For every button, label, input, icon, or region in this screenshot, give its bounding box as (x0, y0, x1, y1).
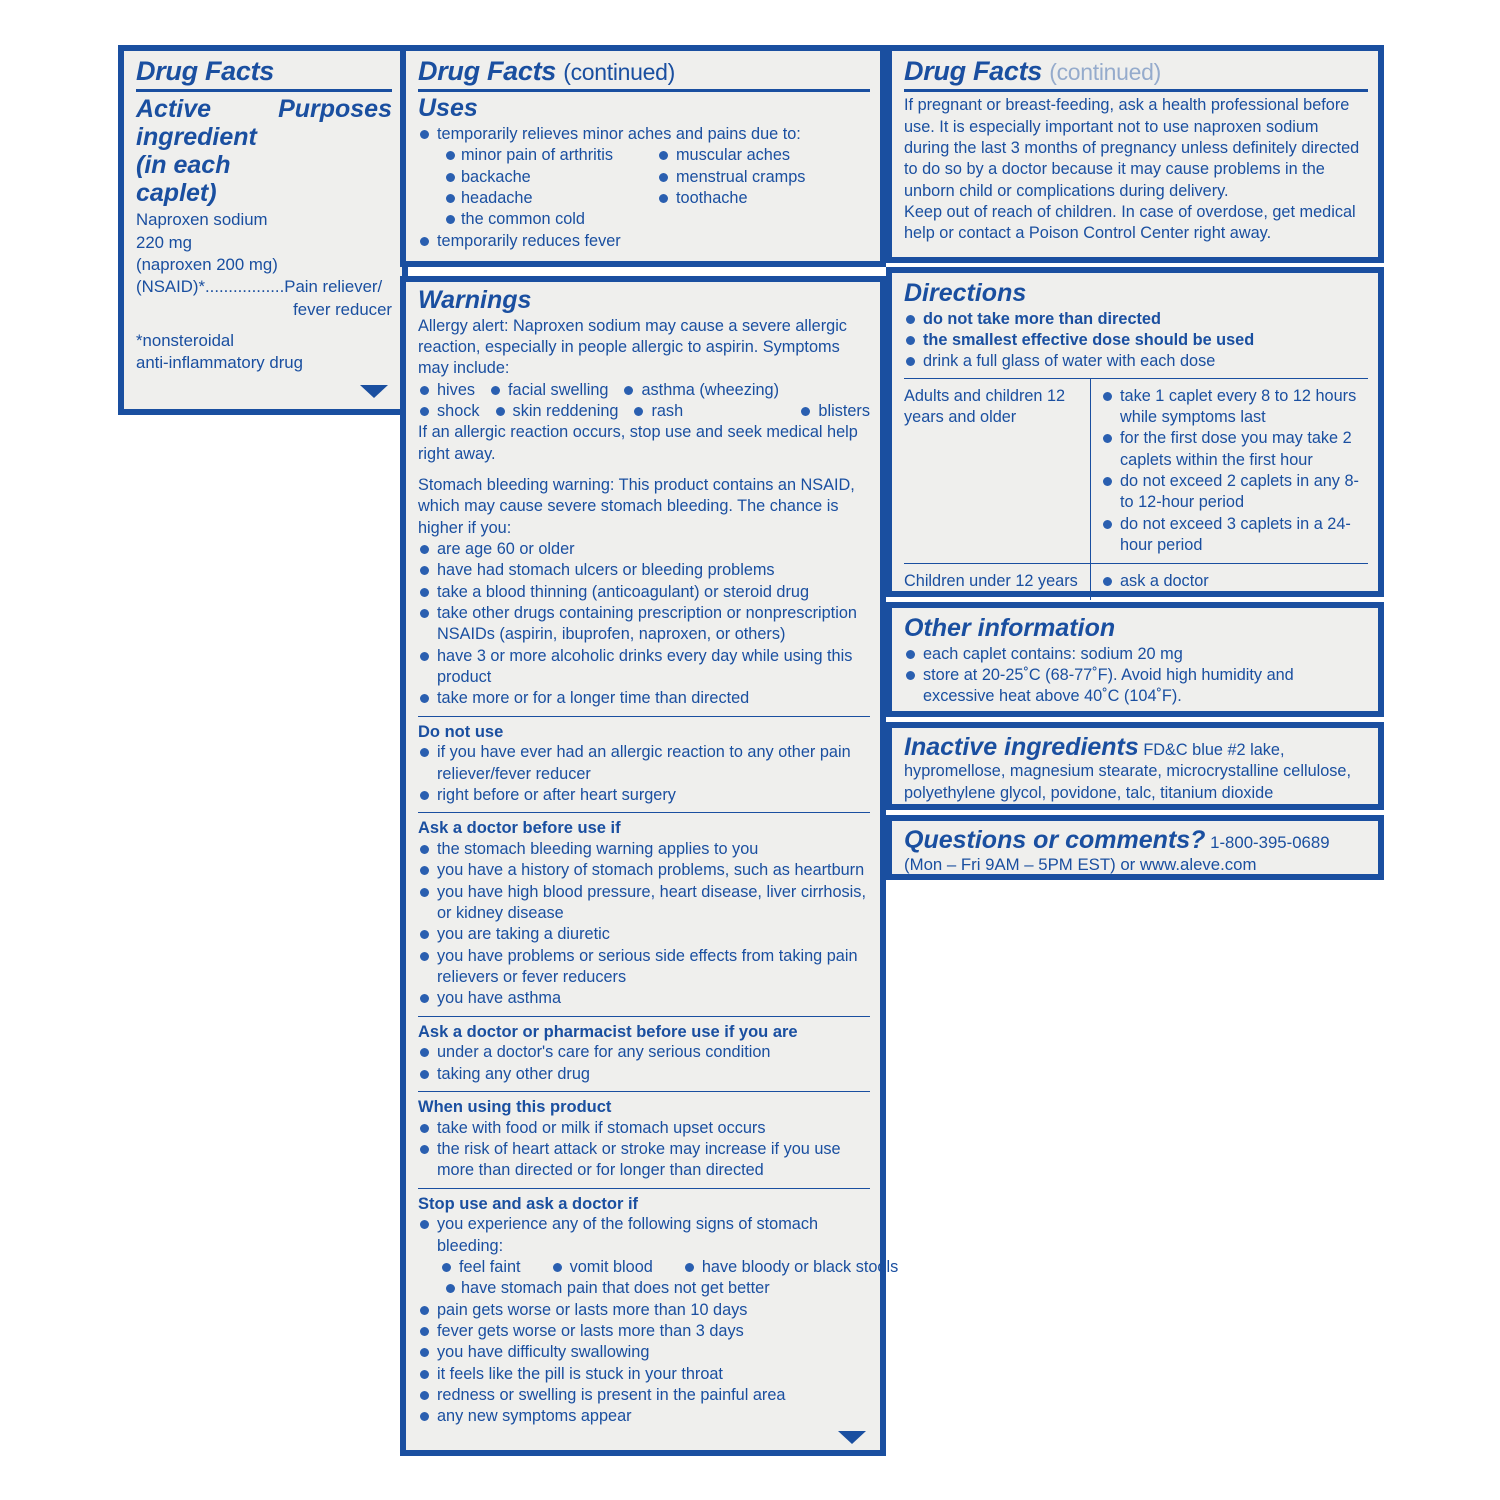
panel-other-information (886, 602, 1384, 717)
uses-sub-left (418, 145, 657, 230)
list-item: any new symptoms appear (418, 1406, 870, 1427)
ask-pharmacist-list (418, 1042, 870, 1085)
list-item: feel faint (440, 1257, 521, 1278)
list-item: backache (442, 167, 657, 188)
panel2-title (418, 57, 870, 85)
uses-heading: Uses (418, 94, 478, 123)
uses-sub-columns (418, 145, 870, 230)
purposes-label: Purposes (278, 95, 392, 124)
footnote-line-2: anti-inflammatory drug (136, 353, 303, 373)
list-item: it feels like the pill is stuck in your throat (418, 1364, 870, 1385)
list-item (904, 644, 1368, 665)
panel4-title-main: Drug Facts (904, 56, 1043, 86)
inactive-ingredients-heading: Inactive ingredients (904, 733, 1139, 761)
list-item: for the first dose you may take 2 caplets within the first hour (1101, 428, 1368, 471)
panel-drug-facts-continued (886, 45, 1384, 263)
list-item: temporarily reduces fever (418, 231, 870, 252)
list-item: blisters (799, 401, 870, 422)
list-item: do not take more than directed (904, 309, 1368, 330)
list-item: you are taking a diuretic (418, 924, 870, 945)
list-item: fever gets worse or lasts more than 3 days (418, 1321, 870, 1342)
questions-heading: Questions or comments? (904, 826, 1206, 854)
list-item: under a doctor's care for any serious condition (418, 1042, 870, 1063)
ask-doctor-list (418, 839, 870, 1010)
stop-use-sub-extra (418, 1278, 870, 1299)
list-item: right before or after heart surgery (418, 785, 870, 806)
list-item: toothache (657, 188, 805, 209)
list-item: the smallest effective dose should be used (904, 330, 1368, 351)
ingredient-line-2: 220 mg (136, 232, 192, 252)
allergy-closing: If an allergic reaction occurs, stop use and seek medical help right away. (418, 423, 858, 463)
panel-drug-facts-active-ingredient (118, 45, 408, 415)
chevron-down-icon (360, 385, 388, 398)
list-item: you have asthma (418, 988, 870, 1009)
list-item: are age 60 or older (418, 539, 870, 560)
panel-drug-facts-uses (400, 45, 886, 267)
list-item: have had stomach ulcers or bleeding problems (418, 560, 870, 581)
list-item: if you have ever had an allergic reaction to any other pain reliever/fever reducer (418, 742, 870, 785)
ingredient-line-1: Naproxen sodium (136, 210, 268, 230)
directions-heading: Directions (904, 279, 1027, 307)
warnings-divider-3 (418, 1016, 870, 1017)
when-using-list (418, 1118, 870, 1182)
pregnancy-paragraph (904, 95, 1368, 202)
list-item: hives (418, 380, 475, 401)
ingredient-line-5: fever reducer (293, 299, 392, 319)
pregnancy-label: If pregnant or breast-feeding, (904, 96, 1114, 115)
dose-group-label: Children under 12 years (904, 564, 1091, 599)
dosing-table (904, 378, 1368, 600)
allergy-symptoms-row-2 (418, 401, 870, 422)
list-item: take with food or milk if stomach upset occurs (418, 1118, 870, 1139)
other-information-heading: Other information (904, 614, 1116, 642)
panel-inactive-ingredients (886, 722, 1384, 810)
list-item: take other drugs containing prescription or nonprescription NSAIDs (aspirin, ibuprofen, naproxen, or others) (418, 603, 870, 646)
list-item: taking any other drug (418, 1064, 870, 1085)
footnote-line-1: *nonsteroidal (136, 330, 234, 350)
active-ingredient-header (136, 95, 392, 207)
uses-trailing-list (418, 231, 870, 252)
questions-line (904, 827, 1368, 854)
active-ingredient-body (136, 209, 392, 321)
table-row (904, 379, 1368, 564)
children-text: In case of overdose, get medical help or contact a Poison Control Center right away. (904, 203, 1356, 243)
table-row (904, 563, 1368, 599)
list-item: you have high blood pressure, heart disease, liver cirrhosis, or kidney disease (418, 882, 870, 925)
list-item: have 3 or more alcoholic drinks every day while using this product (418, 646, 870, 689)
warnings-divider-2 (418, 812, 870, 813)
active-ingredient-sublabel: (in each caplet) (136, 151, 231, 208)
uses-sub-right (657, 145, 805, 230)
inactive-ingredients-paragraph (904, 734, 1368, 804)
warnings-divider-1 (418, 716, 870, 717)
warnings-divider-4 (418, 1091, 870, 1092)
stop-use-list (418, 1300, 870, 1428)
panel2-divider (418, 89, 870, 92)
uses-lead: temporarily relieves minor aches and pains due to: (418, 124, 870, 145)
ask-doctor-heading: Ask a doctor before use if (418, 819, 621, 838)
ingredient-line-3: (naproxen 200 mg) (136, 255, 278, 274)
list-item: rash (632, 401, 683, 422)
list-item: the risk of heart attack or stroke may increase if you use more than directed or for longer than directed (418, 1139, 870, 1182)
panel4-title-continued: (continued) (1049, 59, 1162, 85)
panel4-title (904, 57, 1368, 85)
directions-bullets (904, 309, 1368, 373)
list-item: take 1 caplet every 8 to 12 hours while symptoms last (1101, 386, 1368, 429)
list-item: have stomach pain that does not get better (442, 1278, 870, 1299)
list-item: muscular aches (657, 145, 805, 166)
allergy-alert-paragraph (418, 316, 870, 380)
active-ingredient-label: Active ingredient (136, 95, 257, 152)
list-item: do not exceed 2 caplets in any 8- to 12-hour period (1101, 471, 1368, 514)
list-item: take a blood thinning (anticoagulant) or steroid drug (418, 582, 870, 603)
allergy-alert-label: Allergy alert: (418, 316, 509, 335)
list-item: shock (418, 401, 480, 422)
list-item: ask a doctor (1101, 571, 1368, 592)
list-item: redness or swelling is present in the painful area (418, 1385, 870, 1406)
panel-warnings (400, 276, 899, 1456)
sodium-value: sodium 20 mg (1075, 644, 1183, 663)
do-not-use-list (418, 742, 870, 806)
pregnancy-text: ask a health professional before use. It is especially important not to use naproxen sodium during the last 3 months of pregnancy unless definitely directed to do so by a doctor because it may cause problems in the unborn child or complications during delivery. (904, 96, 1360, 200)
list-item: headache (442, 188, 657, 209)
list-item: do not exceed 3 caplets in a 24-hour period (1101, 514, 1368, 557)
panel-questions-comments (886, 815, 1384, 880)
stomach-bleeding-text: This product contains an NSAID, which may cause severe stomach bleeding. The chance is higher if you: (418, 475, 855, 537)
children-paragraph (904, 202, 1368, 245)
panel2-title-main: Drug Facts (418, 56, 557, 86)
list-item: pain gets worse or lasts more than 10 days (418, 1300, 870, 1321)
do-not-use-heading: Do not use (418, 722, 504, 741)
ingredient-line-4: (NSAID)*.................Pain reliever/ (136, 277, 383, 297)
stomach-bleeding-paragraph (418, 475, 870, 539)
stop-use-sub-inline (418, 1257, 899, 1278)
allergy-alert-text: Naproxen sodium may cause a severe allergic reaction, especially in people allergic to aspirin. Symptoms may include: (418, 316, 847, 378)
list-item: take more or for a longer time than directed (418, 688, 870, 709)
children-label: Keep out of reach of children. (904, 203, 1117, 222)
ask-pharmacist-heading: Ask a doctor or pharmacist before use if you are (418, 1022, 798, 1041)
warnings-heading: Warnings (418, 286, 532, 314)
list-item: store at 20-25˚C (68-77˚F). Avoid high humidity and excessive heat above 40˚C (104˚F). (904, 665, 1368, 708)
when-using-heading: When using this product (418, 1098, 612, 1117)
dose-group-instructions (1091, 564, 1368, 599)
questions-hours: (Mon – Fri 9AM – 5PM EST) or www.aleve.com (904, 855, 1257, 875)
sodium-label: each caplet contains: (923, 644, 1076, 663)
stomach-bleeding-label: Stomach bleeding warning: (418, 475, 615, 494)
stop-use-lead-list (418, 1214, 870, 1257)
stomach-bleeding-list (418, 539, 870, 710)
allergy-symptoms-row-1 (418, 380, 870, 401)
panel1-divider (136, 89, 392, 92)
warnings-divider-5 (418, 1188, 870, 1189)
panel1-title: Drug Facts (136, 56, 275, 86)
questions-phone[interactable]: 1-800-395-0689 (1205, 833, 1330, 852)
list-item: you have difficulty swallowing (418, 1342, 870, 1363)
list-item: you have a history of stomach problems, such as heartburn (418, 860, 870, 881)
active-ingredient-footnote (136, 330, 392, 375)
list-item: minor pain of arthritis (442, 145, 657, 166)
inactive-ingredients-text: FD&C blue #2 lake, hypromellose, magnesium stearate, microcrystalline cellulose, polyethylene glycol, povidone, talc, titanium dioxide (904, 741, 1352, 802)
dose-group-instructions (1091, 379, 1368, 564)
list-item: you experience any of the following signs of stomach bleeding: (418, 1214, 870, 1257)
list-item: facial swelling (489, 380, 608, 401)
stop-use-heading: Stop use and ask a doctor if (418, 1194, 639, 1213)
list-item: asthma (wheezing) (622, 380, 779, 401)
list-item: the stomach bleeding warning applies to you (418, 839, 870, 860)
list-item: have bloody or black stools (683, 1257, 898, 1278)
list-item: skin reddening (494, 401, 619, 422)
list-item: the common cold (442, 209, 657, 230)
chevron-down-icon (838, 1431, 866, 1444)
other-information-list (904, 644, 1368, 708)
dose-group-label: Adults and children 12 years and older (904, 379, 1091, 564)
list-item: vomit blood (551, 1257, 653, 1278)
list-item: you have problems or serious side effects from taking pain relievers or fever reducers (418, 946, 870, 989)
list-item: drink a full glass of water with each dose (904, 351, 1368, 372)
panel-directions (886, 267, 1384, 597)
uses-lead-list (418, 124, 870, 145)
panel2-title-continued: (continued) (563, 59, 676, 85)
panel4-divider (904, 89, 1368, 92)
list-item: menstrual cramps (657, 167, 805, 188)
